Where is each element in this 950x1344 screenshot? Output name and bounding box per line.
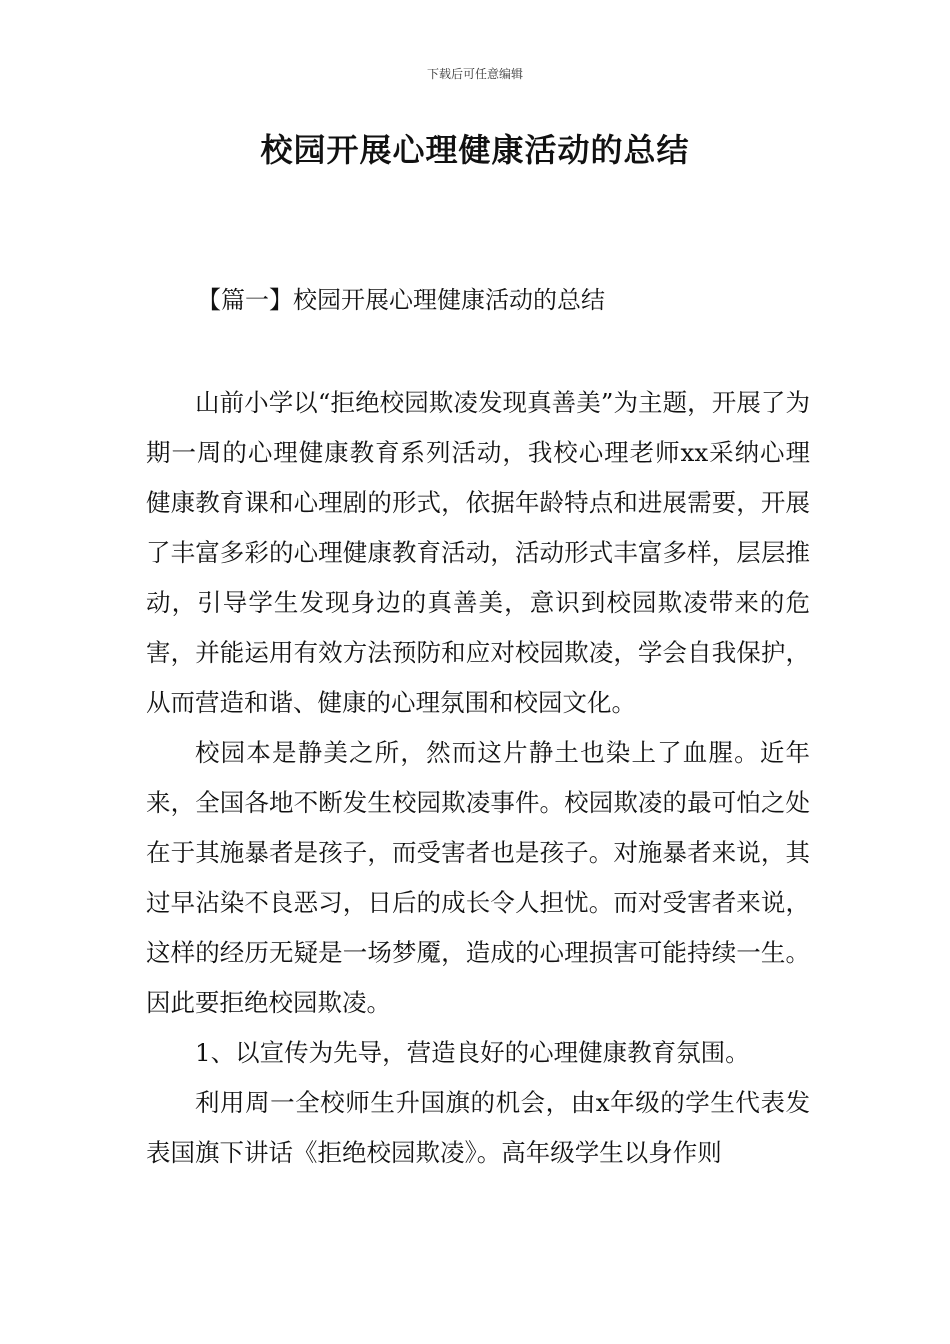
header-note: 下载后可任意编辑 <box>426 67 523 81</box>
paragraph: 山前小学以“拒绝校园欺凌发现真善美”为主题，开展了为期一周的心理健康教育系列活动，我校心理老师xx采纳心理健康教育课和心理剧的形式，依据年龄特点和进展需要，开展了丰富多彩的心理健康教育活动，活动形式丰富多样，层层推动，引导学生发现身边的真善美，意识到校园欺凌带来的危害，并能运用有效方法预防和应对校园欺凌，学会自我保护，从而营造和谐、健康的心理氛围和校园文化。 <box>146 388 810 717</box>
document-body <box>146 378 810 1178</box>
paragraph: 校园本是静美之所，然而这片静土也染上了血腥。近年来，全国各地不断发生校园欺凌事件。校园欺凌的最可怕之处在于其施暴者是孩子，而受害者也是孩子。对施暴者来说，其过早沾染不良恶习，日后的成长令人担忧。而对受害者来说，这样的经历无疑是一场梦魇，造成的心理损害可能持续一生。因此要拒绝校园欺凌。 <box>146 738 810 1017</box>
section-heading: 【篇一】校园开展心理健康活动的总结 <box>197 286 605 314</box>
document-title: 校园开展心理健康活动的总结 <box>260 131 690 169</box>
paragraph: 利用周一全校师生升国旗的机会，由x年级的学生代表发表国旗下讲话《拒绝校园欺凌》。高年级学生以身作则 <box>146 1088 810 1167</box>
paragraph: 1、以宣传为先导，营造良好的心理健康教育氛围。 <box>195 1038 750 1067</box>
